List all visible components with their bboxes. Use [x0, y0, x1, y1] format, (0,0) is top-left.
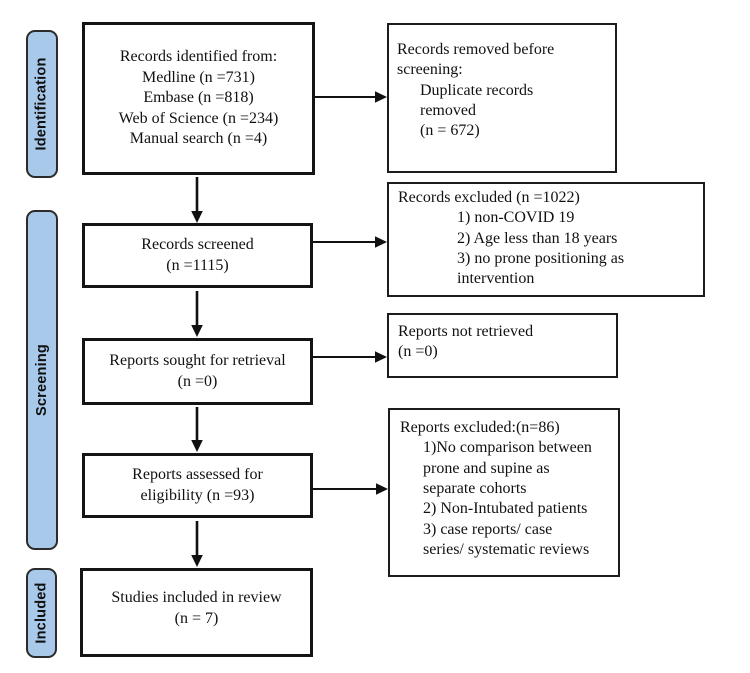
box-reports-sought [82, 338, 313, 405]
stage-identification [26, 30, 58, 178]
box-studies-included [80, 568, 313, 657]
arrow-screened-to-sought [190, 291, 204, 337]
arrow-sought-to-assessed [190, 407, 204, 452]
stage-screening [26, 210, 58, 550]
line: prone and supine as [423, 459, 550, 477]
line: Embase (n =818) [143, 89, 254, 107]
line: (n = 7) [174, 609, 219, 627]
stage-identification-label: Identification [34, 57, 50, 151]
box-records-removed-before-screening [387, 23, 617, 173]
line: Duplicate records [420, 81, 534, 99]
arrow-assessed-to-reports-excluded [313, 482, 388, 496]
line: 2) Age less than 18 years [457, 229, 618, 247]
line: (n =1115) [166, 256, 229, 274]
line: (n = 672) [420, 122, 480, 140]
stage-included-label: Included [33, 582, 50, 644]
line: 2) Non-Intubated patients [423, 500, 588, 518]
line: Reports excluded:(n=86) [400, 419, 560, 436]
line: 3) no prone positioning as [457, 249, 625, 267]
line: Records identified from: [119, 47, 278, 65]
stage-screening-label: Screening [34, 344, 51, 416]
box-reports-excluded [388, 408, 620, 577]
arrow-assessed-to-included [190, 521, 204, 567]
arrow-sought-to-not-retrieved [313, 350, 387, 364]
arrow-identified-to-removed [315, 90, 387, 104]
line: Reports sought for retrieval [109, 351, 286, 369]
line: screening: [397, 61, 463, 79]
line: series/ systematic reviews [423, 540, 590, 558]
line: (n =0) [177, 372, 218, 390]
arrow-screened-to-excluded [313, 235, 387, 249]
line: Web of Science (n =234) [118, 109, 279, 127]
line: 1)No comparison between [423, 439, 592, 457]
line: Medline (n =731) [142, 68, 255, 86]
box-reports-assessed [82, 453, 313, 518]
line: Records screened [141, 235, 254, 253]
line: separate cohorts [423, 479, 527, 497]
line: (n =0) [398, 343, 438, 361]
box-records-excluded [387, 182, 705, 297]
line: 1) non-COVID 19 [457, 209, 575, 227]
line: Records removed before [397, 41, 555, 58]
box-records-identified [82, 22, 315, 175]
line: Reports not retrieved [398, 323, 534, 340]
line: Studies included in review [111, 589, 282, 606]
line: 3) case reports/ case [423, 520, 553, 538]
line: Records excluded (n =1022) [398, 189, 580, 206]
line: Manual search (n =4) [129, 130, 268, 148]
line: removed [420, 101, 476, 119]
arrow-identified-to-screened [190, 177, 204, 223]
line: eligibility (n =93) [140, 486, 255, 504]
box-records-screened [82, 223, 313, 288]
stage-included [26, 568, 57, 658]
line: intervention [457, 270, 535, 288]
line: Reports assessed for [132, 465, 263, 483]
box-reports-not-retrieved [387, 313, 618, 378]
